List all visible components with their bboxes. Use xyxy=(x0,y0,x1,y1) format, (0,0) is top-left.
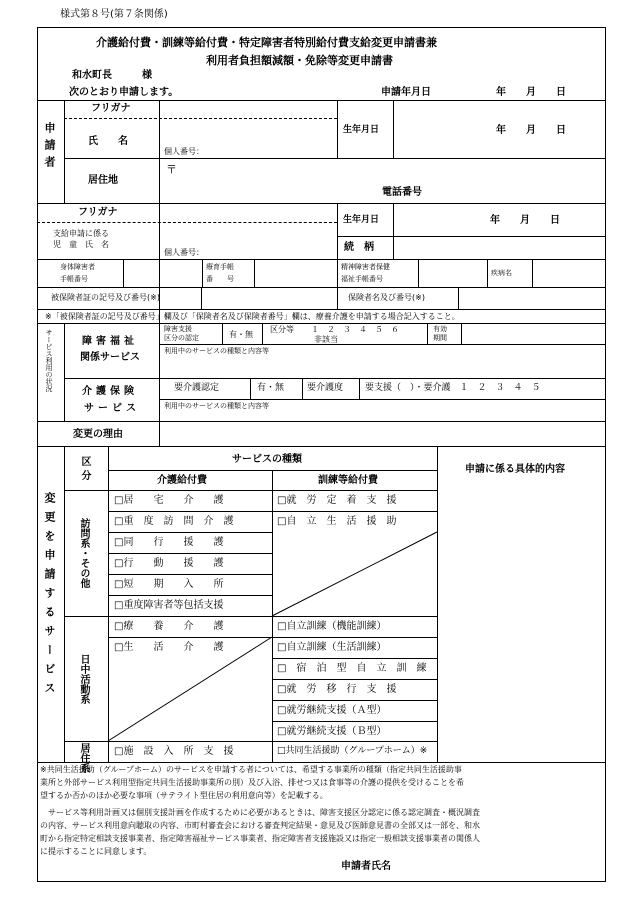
applicant-birthdate-field[interactable]: 年 月 日 xyxy=(496,125,566,136)
kunren-header: 訓練等給付費 xyxy=(318,475,378,486)
child-birthdate-label: 生年月日 xyxy=(343,215,380,225)
kunren-item[interactable]: □就労継続支援（Ａ型） xyxy=(277,705,387,716)
strike-kunren xyxy=(272,532,437,616)
footnote-2-line: に提示することに同意します。 xyxy=(40,847,152,856)
applicant-name-label: 氏 名 xyxy=(88,136,128,147)
care-level-options[interactable]: 要支援（ ）・要介護 １ ２ ３ ４ ５ xyxy=(365,383,541,393)
disease-label: 疾病名 xyxy=(491,269,512,277)
kaigo-item[interactable]: □行 動 援 護 xyxy=(114,558,224,569)
service-status-side-label: サービス利用の状況 xyxy=(45,329,53,392)
class-number-options[interactable]: １ ２ ３ ４ ５ ６ xyxy=(311,325,399,334)
kunren-item[interactable]: □共同生活援助（グループホーム）※ xyxy=(277,746,428,756)
application-date-label: 申請年月日 xyxy=(381,87,431,98)
application-date-field[interactable]: 年 月 日 xyxy=(496,87,566,98)
mental-handbook-label-2: 福祉手帳番号 xyxy=(341,275,383,283)
form-number: 様式第８号(第７条関係) xyxy=(60,9,168,20)
footnote-1-line: ※共同生活援助（グループホーム）のサービスを申請する者については、希望する事業所の種類（指定共同生活援助事 xyxy=(40,765,462,774)
child-relation-label: 続 柄 xyxy=(344,242,374,253)
support-class-label-2: 区分の認定 xyxy=(164,334,199,342)
care-insurance-label-1: 介護保険 xyxy=(82,386,138,397)
welfare-using-services-note: 利用中のサービスの種類と内容等 xyxy=(164,347,269,355)
intro-text: 次のとおり申請します。 xyxy=(69,87,179,98)
child-my-number-label: 個人番号： xyxy=(164,248,204,257)
kunren-item[interactable]: □ 宿 泊 型 自 立 訓 練 xyxy=(277,663,427,674)
change-reason-label: 変更の理由 xyxy=(73,429,123,440)
child-furigana-label: フリガナ xyxy=(78,207,118,218)
title-line-1: 介護給付費・訓練等給付費・特定障害者特別給付費支給変更申請書兼 xyxy=(96,36,437,49)
title-line-2: 利用者負担額減額・免除等変更申請書 xyxy=(206,54,393,67)
not-applicable-option[interactable]: 非該当 xyxy=(314,335,338,344)
group-residence-label: 居住系 xyxy=(78,743,89,773)
insurance-note: ※「被保険者証の記号及び番号」欄及び「保険者名及び保険者番号」欄は、療養介護を申請する場合記入すること。 xyxy=(45,312,460,321)
care-level-label: 要介護度 xyxy=(307,383,344,393)
kaigo-item[interactable]: □施 設 入 所 支 援 xyxy=(114,746,234,757)
child-name-label-1: 支給申請に係る xyxy=(53,229,109,238)
kaigo-item[interactable]: □居 宅 介 護 xyxy=(114,495,224,506)
kaigo-item[interactable]: □生 活 介 護 xyxy=(114,642,224,653)
kaigo-item[interactable]: □重度障害者等包括支援 xyxy=(114,600,224,611)
mental-handbook-label-1: 精神障害者保健 xyxy=(341,263,390,271)
kunren-item[interactable]: □自立訓練（機能訓練） xyxy=(277,621,387,632)
insurer-label: 保険者名及び番号(※) xyxy=(348,293,425,302)
physical-handbook-label-1: 身体障害者 xyxy=(60,263,95,271)
care-using-services-note: 利用中のサービスの種類と内容等 xyxy=(164,402,269,410)
services-side-label: 変更を申請するサービス xyxy=(43,492,56,701)
support-class-label-1: 障害支援 xyxy=(164,325,192,333)
valid-period-label-1: 有効 xyxy=(433,325,447,333)
kaigo-item[interactable]: □重 度 訪 問 介 護 xyxy=(114,516,234,527)
kunren-item[interactable]: □自 立 生 活 援 助 xyxy=(277,516,397,527)
footnote-2-line: 町から指定特定相談支援事業者、指定障害福祉サービス事業者、指定障害者支援施設又は指定一般相談支援事業者の関係人 xyxy=(40,834,480,843)
applicant-section-label: 申請者 xyxy=(43,122,56,173)
ryoiku-handbook-label-1: 療育手帳 xyxy=(206,263,234,271)
applicant-phone-label: 電話番号 xyxy=(382,187,422,198)
physical-handbook-label-2: 手帳番号 xyxy=(60,275,88,283)
kunren-item[interactable]: □就 労 定 着 支 援 xyxy=(277,495,397,506)
support-class-yes-no[interactable]: 有・無 xyxy=(229,330,253,339)
footnote-1-line: 望するか否かのほか必要な事項（サテライト型住居の利用意向等）を記載する。 xyxy=(40,791,328,800)
kaigo-header: 介護給付費 xyxy=(157,475,207,486)
class-label: 区分等 xyxy=(270,325,294,334)
service-type-header: サービスの種類 xyxy=(232,454,302,465)
applicant-address-label: 居住地 xyxy=(88,175,118,186)
footnote-1-line: 業所と外部サービス利用型指定共同生活援助事業所の別）及び入浴、排せつ又は食事等の介護の提供を受けることを希 xyxy=(40,778,464,787)
applicant-my-number-label: 個人番号： xyxy=(164,147,204,156)
kunren-item[interactable]: □就 労 移 行 支 援 xyxy=(277,684,397,695)
care-cert-yes-no[interactable]: 有・無 xyxy=(257,383,285,393)
care-insurance-label-2: サービス xyxy=(84,403,140,414)
welfare-service-label-1: 障害福祉 xyxy=(82,336,138,347)
kunren-item[interactable]: □就労継続支援（Ｂ型） xyxy=(277,726,387,737)
insurance-number-label: 被保険者証の記号及び番号(※) xyxy=(51,293,160,302)
applicant-furigana-label: フリガナ xyxy=(91,103,131,114)
kunren-item[interactable]: □自立訓練（生活訓練） xyxy=(277,642,387,653)
footnote-2-line: の内容、サービス利用意向聴取の内容、市町村審査会における審査判定結果・意見及び医師意見書の全部又は一部を、和水 xyxy=(40,821,480,830)
category-header: 区分 xyxy=(79,456,90,484)
postal-mark: 〒 xyxy=(166,163,177,176)
group-visit-label: 訪問系・その他 xyxy=(78,518,89,588)
kaigo-item[interactable]: □短 期 入 所 xyxy=(114,579,224,590)
child-birthdate-field[interactable]: 年 月 日 xyxy=(490,215,560,226)
applicant-birthdate-label: 生年月日 xyxy=(343,125,380,135)
child-name-label-2: 児 童 氏 名 xyxy=(53,240,109,249)
kaigo-item[interactable]: □療 養 介 護 xyxy=(114,621,224,632)
addressee: 和水町長 様 xyxy=(72,70,152,81)
applicant-signature-label: 申請者氏名 xyxy=(341,861,391,872)
welfare-service-label-2: 関係サービス xyxy=(80,352,140,363)
kaigo-item[interactable]: □同 行 援 護 xyxy=(114,537,224,548)
care-cert-label: 要介護認定 xyxy=(174,383,220,393)
detail-header: 申請に係る具体的内容 xyxy=(465,464,565,475)
valid-period-label-2: 期間 xyxy=(433,334,447,342)
ryoiku-handbook-label-2: 番 号 xyxy=(206,275,234,283)
footnote-2-line: サービス等利用計画又は個別支援計画を作成するために必要があるときは、障害支援区分認定に係る認定調査・概況調査 xyxy=(40,808,480,817)
group-day-label: 日中活動系 xyxy=(78,654,89,704)
